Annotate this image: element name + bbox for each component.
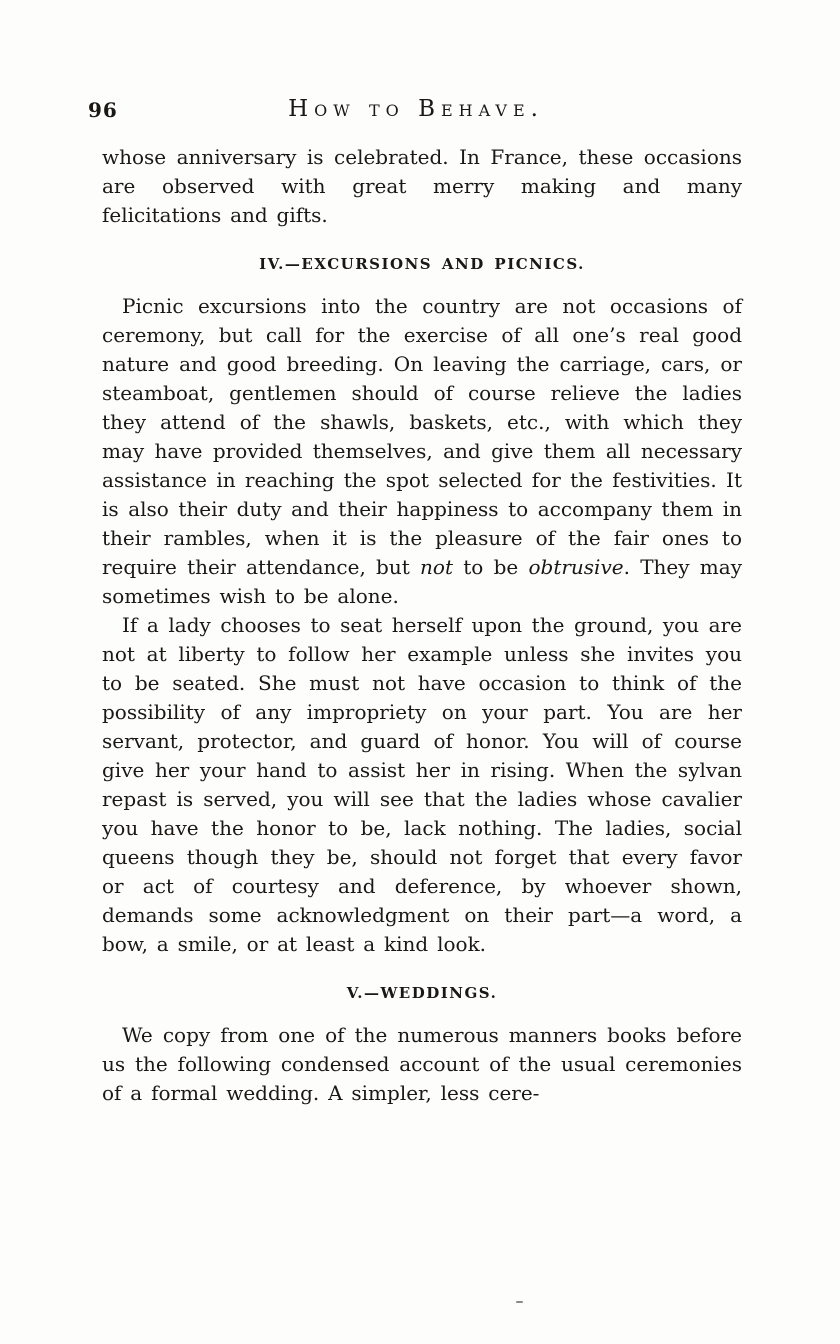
text-run: Picnic excursions into the country are not occasions of ceremony, but call for the exercise of all one’s real good nature and good breeding. On leaving the carriage, cars, or steamboat, gentlemen should of course relieve the ladies they attend of the shawls, baskets, etc., with which they may have provided themselves, and give them all necessary assistance in reaching the spot selected for the festivities. It is also their duty and their happiness to accompany them in their rambles, when it is the pleasure of the fair ones to require their attendance, but (102, 294, 742, 579)
text-run: We copy from one of the numerous manners books before us the following condensed account of the usual ceremonies of a formal wedding. A simpler, less cere- (102, 1023, 742, 1105)
section-heading: IV.—EXCURSIONS AND PICNICS. (259, 255, 585, 273)
text-run: . They may sometimes wish to be alone. (102, 555, 742, 608)
italic-text-run: not (420, 555, 453, 579)
paragraph (102, 143, 742, 230)
running-title: How to Behave. (288, 96, 544, 122)
scan-artifact (516, 1301, 523, 1303)
paragraph (102, 292, 742, 611)
text-run: whose anniversary is celebrated. In France, these occasions are observed with great merry making and many felicitations and gifts. (102, 145, 742, 227)
section-heading: V.—WEDDINGS. (346, 984, 498, 1002)
paragraph (102, 611, 742, 959)
text-block (102, 143, 742, 1108)
page-header (88, 96, 744, 126)
italic-text-run: obtrusive (528, 555, 624, 579)
text-run: to be (453, 555, 529, 579)
paragraph (102, 1021, 742, 1108)
page-number: 96 (88, 98, 118, 122)
text-run: If a lady chooses to seat herself upon the ground, you are not at liberty to follow her example unless she invites you to be seated. She must not have occasion to think of the possibility of any impropriety on your part. You are her servant, protector, and guard of honor. You will of course give her your hand to assist her in rising. When the sylvan repast is served, you will see that the ladies whose cavalier you have the honor to be, lack nothing. The ladies, social queens though they be, should not forget that every favor or act of courtesy and deference, by whoever shown, demands some acknowledgment on their part—a word, a bow, a smile, or at least a kind look. (102, 613, 742, 956)
